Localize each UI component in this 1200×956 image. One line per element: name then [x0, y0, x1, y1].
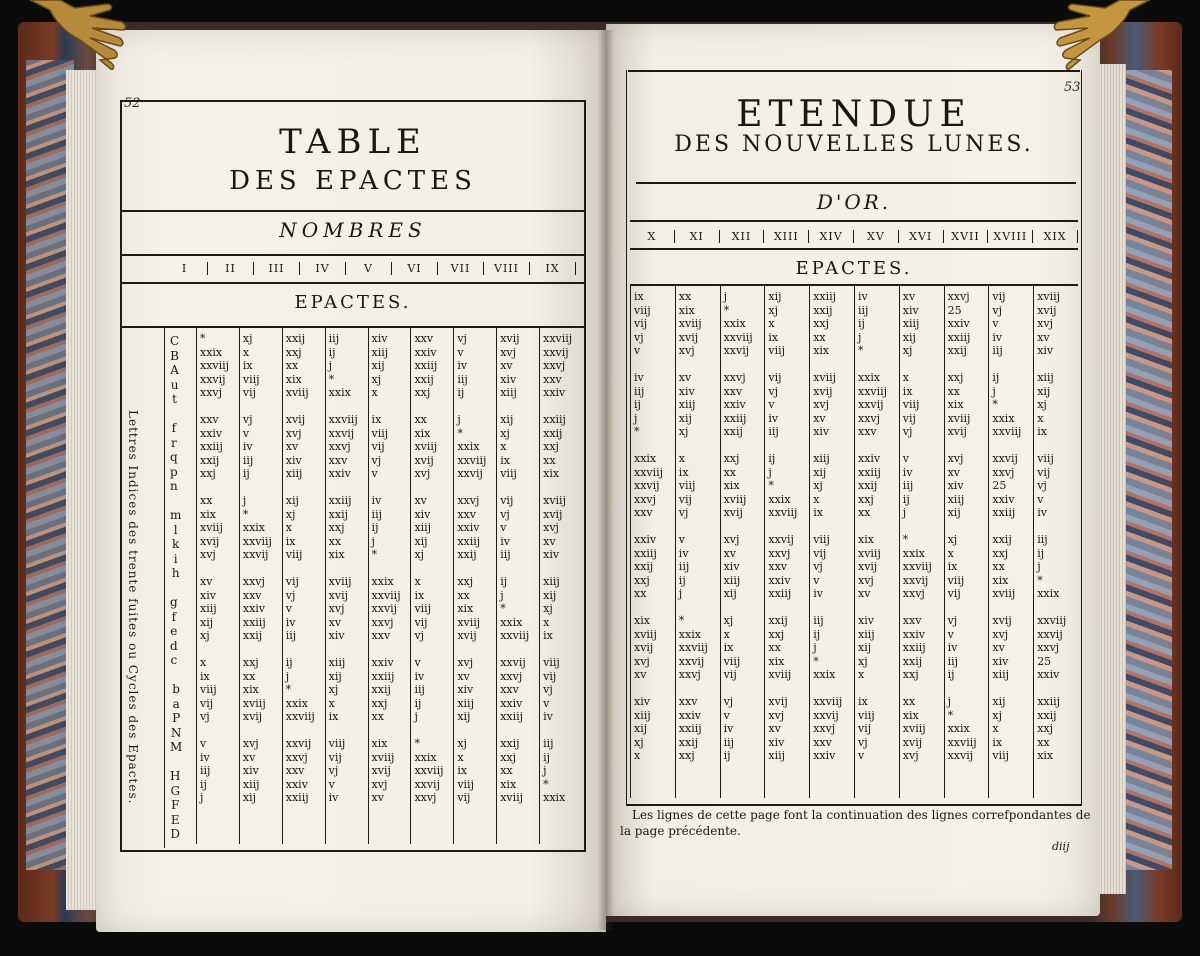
column-divider [368, 328, 369, 844]
rule [626, 804, 1082, 806]
roman-header-iv: IV [300, 262, 346, 275]
rule [630, 248, 1078, 250]
column-divider [539, 328, 540, 844]
column-divider [453, 328, 454, 844]
roman-header-iii: III [254, 262, 300, 275]
brass-hand-weight-left-icon [20, 0, 140, 70]
column-divider [899, 286, 900, 798]
side-label-lettres-indices: Lettres Indices des trente fuites ou Cycles des Epactes. [126, 410, 140, 805]
roman-header-xvii: XVII [944, 230, 989, 243]
rule [628, 70, 1080, 72]
epacte-column-7: xv xiv xiij xij xj x ix viij vij vj v iv iij ij j * xxix xxviij xxvij xxvj xxv xxiv xxiij xxij xxj xx xix xviij xvij xvj [902, 290, 932, 762]
epacte-column-2: xj x ix viij vij vj v iv iij ij j * xxix xxviij xxvij xxvj xxv xxiv xxiij xxij xxj xx xix xviij xvij xvj xv xiv xiij xij [242, 332, 272, 804]
epacte-column-3: xxij xxj xx xix xviij xvij xvj xv xiv xiij xij xj x ix viij vij vj v iv iij ij j * xxix xxviij xxvij xxvj xxv xxiv xxiij [285, 332, 315, 804]
roman-number-header-row [162, 262, 576, 275]
column-divider [720, 286, 721, 798]
left-page-number: 52 [124, 96, 141, 111]
right-epactes-label: EPACTES. [795, 258, 913, 279]
roman-header-vii: VII [438, 262, 484, 275]
roman-header-xi: XI [675, 230, 720, 243]
rule [122, 282, 584, 284]
column-divider [239, 328, 240, 844]
epacte-column-10: xviij xvij xvj xv xiv xiij xij xj x ix viij vij vj v iv iij ij j * xxix xxviij xxvij xxvj 25 xxiv xxiij xxij xxj xx xix [1037, 290, 1067, 762]
epacte-column-7: vj v iv iij ij j * xxix xxviij xxvij xxvj xxv xxiv xxiij xxij xxj xx xix xviij xvij xvj xv xiv xiij xij xj x ix viij vij [457, 332, 487, 804]
frame-left-edge [626, 70, 627, 804]
epacte-column-6: xxv xxiv xxiij xxij xxj xx xix xviij xvij xvj xv xiv xiij xij xj x ix viij vij vj v iv iij ij j * xxix xxviij xxvij xxvj [414, 332, 444, 804]
letter-group-6: H G F E D [170, 769, 181, 841]
letter-column-divider [164, 328, 165, 848]
roman-header-v: V [346, 262, 392, 275]
roman-header-ii: II [208, 262, 254, 275]
roman-number-header-row-right [630, 230, 1078, 243]
right-page-number: 53 [1064, 80, 1081, 95]
roman-header-viii: VIII [484, 262, 530, 275]
epacte-column-6: iv iij ij j * xxix xxviij xxvij xxvj xxv xxiv xxiij xxij xxj xx xix xviij xvij xvj xv xiv xiij xij xj x ix viij vij vj v [858, 290, 888, 762]
brass-hand-weight-right-icon [1040, 0, 1160, 70]
signature-mark: diij [1052, 840, 1070, 853]
column-divider [854, 286, 855, 798]
left-title-line1: TABLE [279, 122, 427, 162]
book-gutter [598, 30, 614, 930]
epacte-column-2: xx xix xviij xvij xvj xv xiv xiij xij xj x ix viij vij vj v iv iij ij j * xxix xxviij xxvij xxvj xxv xxiv xxiij xxij xxj [678, 290, 708, 762]
epacte-column-3: j * xxix xxviij xxvij xxvj xxv xxiv xxiij xxij xxj xx xix xviij xvij xvj xv xiv xiij xij xj x ix viij vij vj v iv iij ij [723, 290, 753, 762]
footnote-line2: la page précédente. [620, 824, 741, 838]
frame-right-edge [1081, 70, 1082, 804]
roman-header-xv: XV [854, 230, 899, 243]
roman-header-x: X [630, 230, 675, 243]
letter-group-1: C B A u t [170, 334, 180, 406]
column-divider [630, 286, 631, 798]
epacte-column-5: xiv xiij xij xj x ix viij vij vj v iv iij ij j * xxix xxviij xxvij xxvj xxv xxiv xxiij xxij xxj xx xix xviij xvij xvj xv [371, 332, 401, 804]
nombres-header: NOMBRES [279, 218, 427, 242]
column-divider [1033, 286, 1034, 798]
column-divider [196, 328, 197, 844]
roman-header-ix: IX [530, 262, 576, 275]
column-divider [988, 286, 989, 798]
rule [636, 182, 1076, 184]
column-divider [282, 328, 283, 844]
roman-header-i: I [162, 262, 208, 275]
epacte-column-9: xxviij xxvij xxvj xxv xxiv xxiij xxij xxj xx xix xviij xvij xvj xv xiv xiij xij xj x ix viij vij vj v iv iij ij j * xxix [543, 332, 573, 804]
column-divider [496, 328, 497, 844]
left-title-line2: DES EPACTES [229, 166, 477, 196]
column-divider [675, 286, 676, 798]
column-divider [809, 286, 810, 798]
epacte-column-5: xxiij xxij xxj xx xix xviij xvij xvj xv xiv xiij xij xj x ix viij vij vj v iv iij ij j * xxix xxviij xxvij xxvj xxv xxiv [813, 290, 843, 762]
roman-header-vi: VI [392, 262, 438, 275]
epacte-column-1: ix viij vij vj v iv iij ij j * xxix xxviij xxvij xxvj xxv xxiv xxiij xxij xxj xx xix xviij xvij xvj xv xiv xiij xij xj x [634, 290, 664, 762]
column-divider [764, 286, 765, 798]
right-title-line1: ETENDUE [736, 94, 972, 135]
rule [122, 326, 584, 328]
epactes-label: EPACTES. [294, 292, 412, 313]
letter-group-4: g f e d c [170, 595, 178, 667]
letter-group-3: m l k i h [170, 508, 182, 580]
roman-header-xix: XIX [1033, 230, 1078, 243]
roman-header-xvi: XVI [899, 230, 944, 243]
column-divider [325, 328, 326, 844]
epacte-column-1: * xxix xxviij xxvij xxvj xxv xxiv xxiij xxij xxj xx xix xviij xvij xvj xv xiv xiij xij xj x ix viij vij vj v iv iij ij j [200, 332, 230, 804]
epacte-column-4: xij xj x ix viij vij vj v iv iij ij j * xxix xxviij xxvij xxvj xxv xxiv xxiij xxij xxj xx xix xviij xvij xvj xv xiv xiij [768, 290, 798, 762]
epacte-column-9: vij vj v iv iij ij j * xxix xxviij xxvij xxvj 25 xxiv xxiij xxij xxj xx xix xviij xvij xvj xv xiv xiij xij xj x ix viij [992, 290, 1022, 762]
rule [630, 220, 1078, 222]
epacte-column-4: iij ij j * xxix xxviij xxvij xxvj xxv xxiv xxiij xxij xxj xx xix xviij xvij xvj xv xiv xiij xij xj x ix viij vij vj v iv [328, 332, 358, 804]
roman-header-xiv: XIV [809, 230, 854, 243]
footnote-line1: Les lignes de cette page font la continuation des lignes correfpondantes de [632, 808, 1091, 822]
rule [122, 210, 584, 212]
dor-header: D'OR. [816, 190, 892, 214]
page-edges-right [1096, 64, 1126, 894]
column-divider [410, 328, 411, 844]
letter-group-5: b a P N M [170, 682, 183, 754]
roman-header-xii: XII [720, 230, 765, 243]
epacte-column-8: xxvj 25 xxiv xxiij xxij xxj xx xix xviij xvij xvj xv xiv xiij xij xj x ix viij vij vj v iv iij ij j * xxix xxviij xxvij [947, 290, 977, 762]
marbled-endpaper-right [1122, 70, 1172, 870]
roman-header-xiii: XIII [764, 230, 809, 243]
column-divider [944, 286, 945, 798]
rule [122, 254, 584, 256]
letter-group-2: f r q p n [170, 421, 178, 493]
epacte-column-8: xvij xvj xv xiv xiij xij xj x ix viij vij vj v iv iij ij j * xxix xxviij xxvij xxvj xxv xxiv xxiij xxij xxj xx xix xviij [500, 332, 530, 804]
right-title-line2: DES NOUVELLES LUNES. [674, 132, 1034, 157]
roman-header-xviii: XVIII [988, 230, 1033, 243]
